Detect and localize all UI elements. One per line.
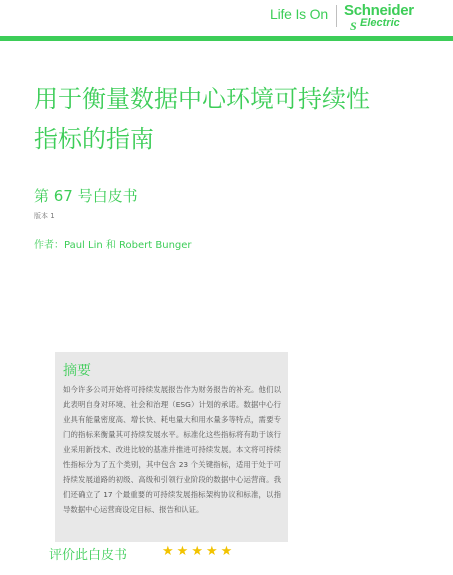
logo-brand-line1: Schneider — [344, 2, 414, 19]
logo-brand-line2: Electric — [360, 17, 400, 29]
abstract-panel — [55, 352, 288, 542]
header-divider — [336, 5, 337, 27]
edition-label: 版本 1 — [34, 212, 55, 220]
schneider-electric-logo[interactable] — [344, 2, 430, 33]
page-header — [0, 0, 453, 36]
authors-line: 作者：Paul Lin 和 Robert Bunger — [34, 240, 192, 251]
document-title — [34, 79, 414, 159]
rate-whitepaper-label: 评价此白皮书 — [49, 548, 128, 563]
star-icon[interactable]: ★ — [191, 544, 203, 559]
star-icon[interactable]: ★ — [220, 544, 233, 559]
tagline: Life Is On — [270, 6, 328, 22]
star-icon[interactable]: ★ — [176, 544, 189, 559]
whitepaper-number: 第 67 号白皮书 — [34, 187, 138, 205]
star-icon[interactable]: ★ — [205, 544, 218, 559]
abstract-body: 如今许多公司开始将可持续发展报告作为财务报告的补充。他们以此表明自身对环境、社会和治理（ESG）计划的承诺。数据中心行业具有能量密度高、增长快、耗电量大和用水量多等特点，需要专门的指标来衡量其可持续发展水平。标准化这些指标将有助于该行业采用新技术、改进比较的基准并推进可持续发展。本文将可持续性指标分为了五个类别，其中包含 23 个关键指标，适用于处于可持续发展道路的初级、高级和引领行业阶段的数据中心运营商。我们还确立了 17 个最重要的可持续发展指标架构协议和标准，以指导数据中心运营商设定目标、报告和认证。 — [63, 385, 281, 514]
star-rating[interactable] — [162, 544, 232, 560]
header-green-bar — [0, 36, 453, 41]
logo-mark-icon: S — [350, 19, 357, 33]
title-line-2: 指标的指南 — [34, 125, 154, 153]
title-line-1: 用于衡量数据中心环境可持续性 — [34, 85, 370, 113]
star-icon[interactable]: ★ — [162, 544, 174, 559]
abstract-heading: 摘要 — [63, 363, 91, 379]
